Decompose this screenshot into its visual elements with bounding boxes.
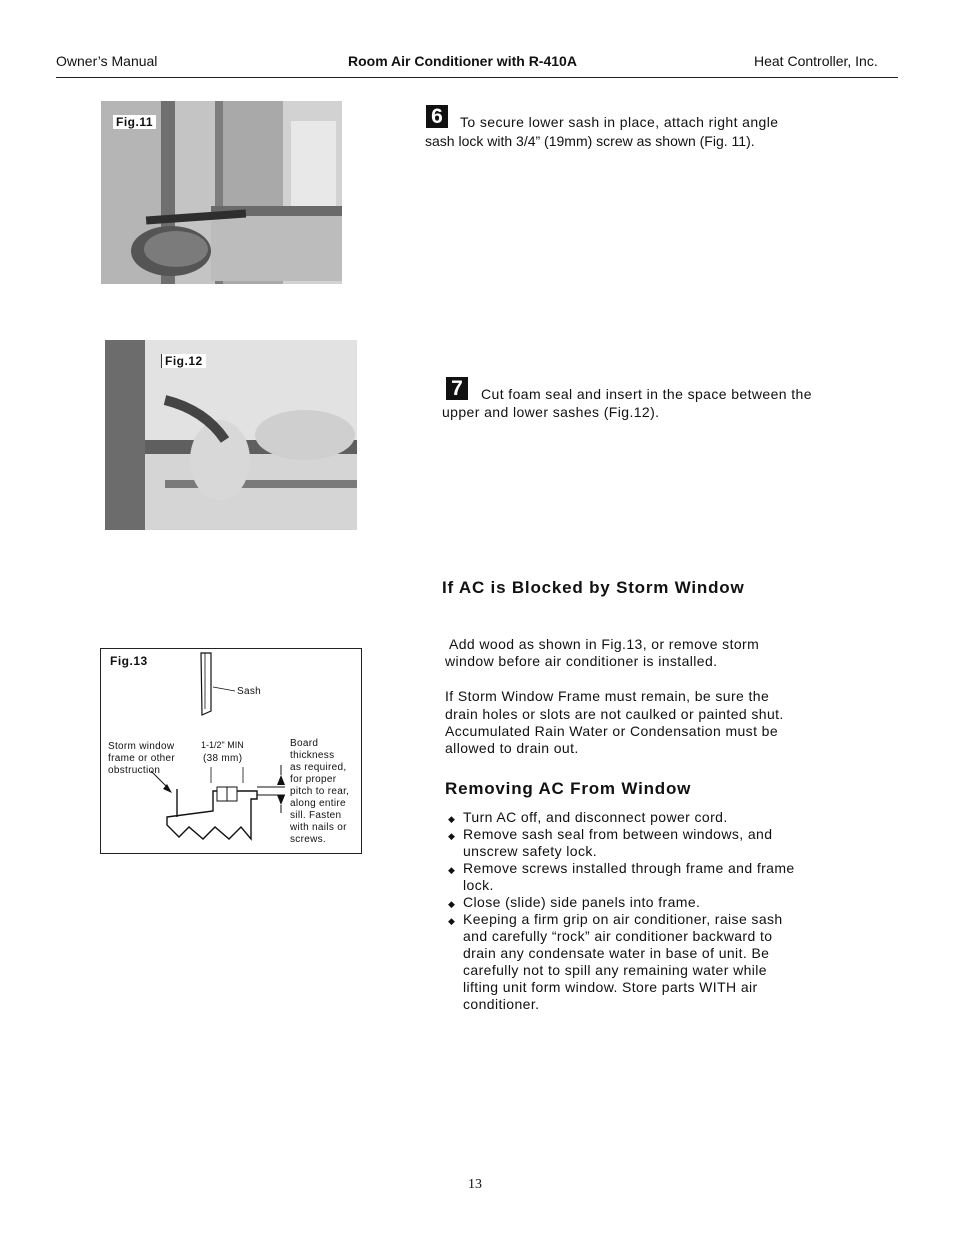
bullet-diamond-icon: ◆ bbox=[448, 865, 456, 875]
fig12-illustration bbox=[105, 340, 357, 530]
fig13-board-line8: with nails or bbox=[290, 822, 347, 833]
header-right: Heat Controller, Inc. bbox=[754, 53, 878, 69]
storm-para2-line1: If Storm Window Frame must remain, be sure the bbox=[445, 688, 770, 704]
storm-window-heading: If AC is Blocked by Storm Window bbox=[442, 578, 745, 597]
bullet-diamond-icon: ◆ bbox=[448, 831, 456, 841]
step-7-line1: Cut foam seal and insert in the space between the bbox=[481, 386, 812, 402]
step-7-line2: upper and lower sashes (Fig.12). bbox=[442, 404, 660, 420]
fig13-sash-label: Sash bbox=[237, 686, 261, 697]
removing-step-2: ◆ Remove sash seal from between windows, and unscrew safety lock. bbox=[448, 826, 773, 859]
fig13-board-line6: along entire bbox=[290, 798, 346, 809]
bullet-diamond-icon: ◆ bbox=[448, 916, 456, 926]
storm-para1-line2: window before air conditioner is installed. bbox=[445, 653, 718, 669]
bullet-diamond-icon: ◆ bbox=[448, 899, 456, 909]
fig13-label: Fig.13 bbox=[110, 654, 148, 668]
fig11-photo bbox=[101, 101, 342, 284]
removing-step-3: ◆ Remove screws installed through frame and frame lock. bbox=[448, 860, 795, 893]
fig13-board-line9: screws. bbox=[290, 834, 326, 845]
step-6-number: 6 bbox=[426, 105, 448, 128]
page-number: 13 bbox=[468, 1177, 482, 1192]
removing-step-5: ◆ Keeping a firm grip on air conditioner, raise sash and carefully “rock” air conditioner backward to drain any condensate water in base of unit. Be carefully not to spill any remaining water while lifting unit form window. Store parts WITH air conditioner. bbox=[448, 911, 783, 1012]
step-6-line2: sash lock with 3/4” (19mm) screw as shown (Fig. 11). bbox=[425, 133, 755, 149]
fig13-min-line2: (38 mm) bbox=[203, 753, 243, 764]
fig13-storm-line3: obstruction bbox=[108, 765, 161, 776]
storm-para2-line3: Accumulated Rain Water or Condensation must be bbox=[445, 723, 779, 739]
fig12-label: Fig.12 bbox=[161, 354, 206, 368]
storm-para1-line1: Add wood as shown in Fig.13, or remove storm bbox=[449, 636, 760, 652]
fig13-board-line3: as required, bbox=[290, 762, 347, 773]
fig13-min-line1: 1-1/2" MIN bbox=[201, 740, 244, 750]
fig11-label: Fig.11 bbox=[113, 115, 156, 129]
fig13-board-line5: pitch to rear, bbox=[290, 786, 350, 797]
fig13-board-line4: for proper bbox=[290, 774, 337, 785]
storm-para2-line2: drain holes or slots are not caulked or painted shut. bbox=[445, 706, 784, 722]
removing-step-4: ◆ Close (slide) side panels into frame. bbox=[445, 894, 865, 911]
fig13-board-line7: sill. Fasten bbox=[290, 810, 342, 821]
step-6-line1: To secure lower sash in place, attach right angle bbox=[460, 114, 779, 130]
header-left: Owner’s Manual bbox=[56, 53, 158, 69]
fig12-photo bbox=[105, 340, 357, 530]
storm-para2-line4: allowed to drain out. bbox=[445, 740, 579, 756]
fig13-storm-line2: frame or other bbox=[108, 753, 176, 764]
bullet-diamond-icon: ◆ bbox=[448, 814, 456, 824]
removing-steps-list bbox=[445, 809, 865, 1013]
fig13-board-line1: Board bbox=[290, 738, 319, 749]
removing-step-1: ◆ Turn AC off, and disconnect power cord. bbox=[445, 809, 865, 826]
fig13-diagram bbox=[100, 648, 362, 854]
fig13-board-line2: thickness bbox=[290, 750, 335, 761]
step-7-number: 7 bbox=[446, 377, 468, 400]
fig13-storm-line1: Storm window bbox=[108, 741, 175, 752]
header-divider bbox=[56, 77, 898, 78]
removing-heading: Removing AC From Window bbox=[445, 779, 692, 798]
header-title: Room Air Conditioner with R-410A bbox=[348, 53, 577, 69]
